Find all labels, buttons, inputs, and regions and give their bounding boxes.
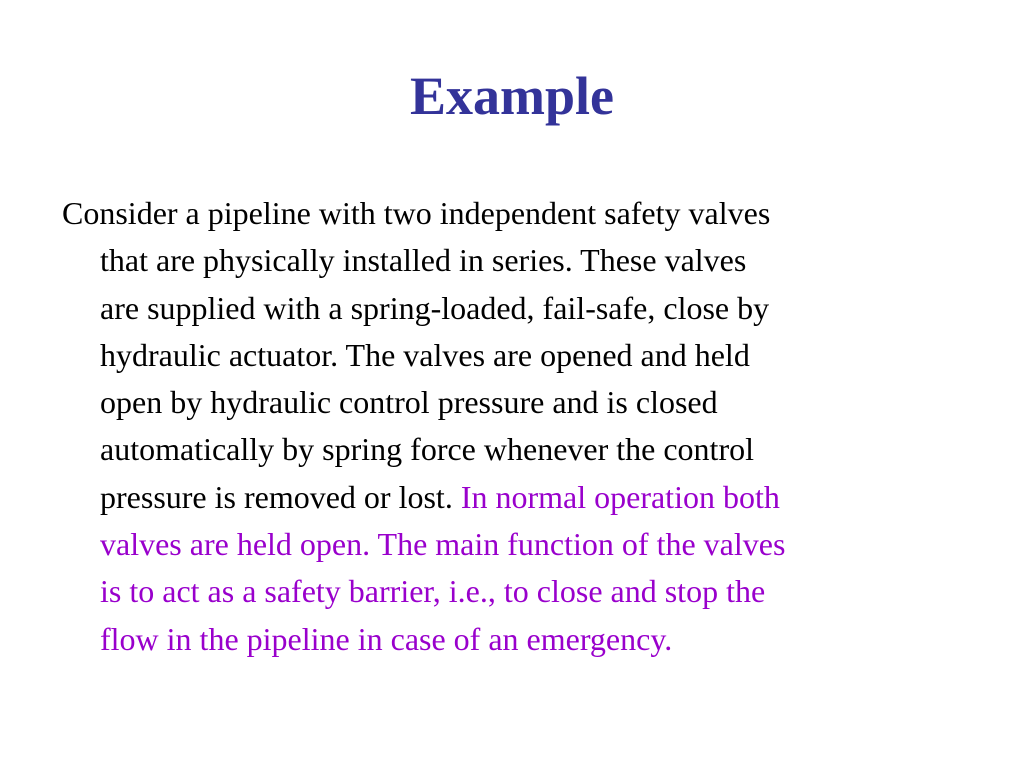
body-line: automatically by spring force whenever the control (100, 431, 754, 468)
body-line: hydraulic actuator. The valves are opened and held (100, 336, 750, 373)
body-line: are supplied with a spring-loaded, fail-safe, close by (100, 289, 770, 326)
highlight-line: In normal operation both (460, 478, 780, 515)
highlight-line: flow in the pipeline in case of an emergency. (100, 620, 673, 657)
body-line: open by hydraulic control pressure and is closed (100, 384, 718, 421)
slide-title: Example (409, 66, 614, 126)
body-line: pressure is removed or lost. (100, 478, 453, 515)
body-line: Consider a pipeline with two independent safety valves (62, 195, 771, 231)
highlight-line: valves are held open. The main function of the valves (100, 526, 786, 563)
body-line: that are physically installed in series. These valves (100, 242, 747, 279)
highlight-line: is to act as a safety barrier, i.e., to close and stop the (100, 573, 766, 610)
slide-body-paragraph (62, 190, 1005, 663)
